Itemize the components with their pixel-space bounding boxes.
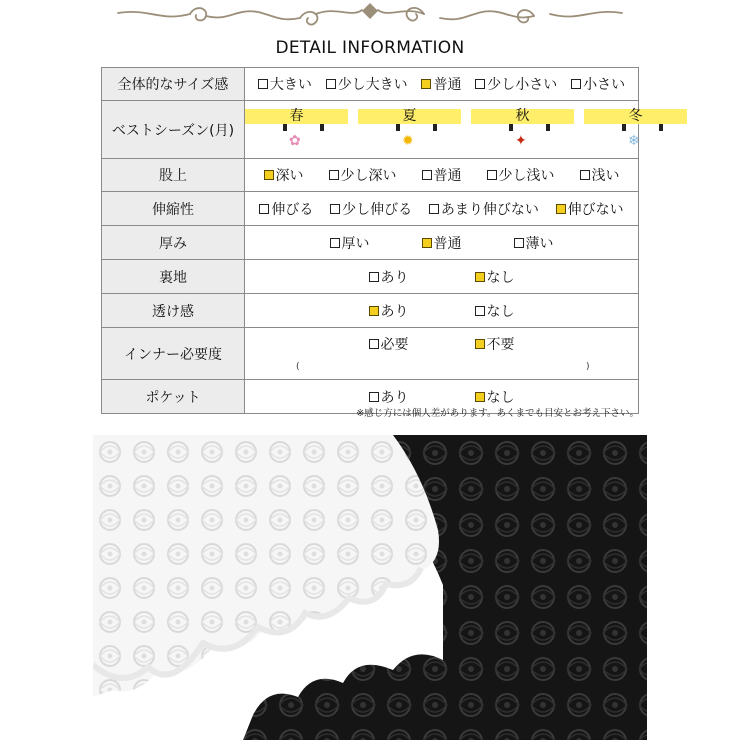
- thickness-option: [422, 233, 462, 253]
- option-label: あまり伸びない: [440, 201, 539, 218]
- checkbox-icon: [329, 170, 339, 180]
- checked-box-icon: [422, 238, 432, 248]
- row-inner: [102, 328, 639, 380]
- season-tick: [509, 124, 513, 131]
- option-label: 少し浅い: [498, 168, 555, 184]
- option-label: 普通: [433, 235, 462, 252]
- row-season: [102, 101, 639, 159]
- option-label: なし: [486, 303, 515, 320]
- checkbox-icon: [369, 339, 379, 349]
- season-scale: [245, 101, 643, 159]
- stretch-option: [259, 199, 313, 219]
- option-label: あり: [380, 269, 409, 286]
- checkbox-icon: [475, 306, 485, 316]
- size-option: [421, 74, 461, 94]
- checked-box-icon: [556, 204, 566, 214]
- season-tick: [622, 124, 626, 131]
- thickness-options: [245, 226, 639, 260]
- stretch-option: [330, 199, 412, 219]
- option-label: あり: [380, 389, 409, 406]
- season-tick: [396, 124, 400, 131]
- season-autumn: 秋: [471, 109, 574, 124]
- row-label: 透け感: [102, 294, 245, 328]
- season-tick: [659, 124, 663, 131]
- option-label: 少し伸びる: [342, 201, 413, 218]
- option-label: あり: [380, 303, 409, 320]
- rise-option: [580, 165, 620, 185]
- cherry-blossom-icon: ✿: [289, 132, 301, 149]
- checkbox-icon: [258, 79, 268, 89]
- checkbox-icon: [369, 392, 379, 402]
- lace-product-photo: [93, 435, 647, 740]
- checkbox-icon: [259, 204, 269, 214]
- row-rise: [102, 159, 639, 192]
- checkbox-icon: [475, 79, 485, 89]
- checkbox-icon: [429, 204, 439, 214]
- bracket-open: (: [296, 361, 300, 372]
- snowflake-icon: ❄: [628, 132, 640, 149]
- season-tick: [320, 124, 324, 131]
- lining-option: [369, 267, 409, 287]
- checkbox-icon: [422, 170, 432, 180]
- option-label: 普通: [433, 168, 462, 184]
- stretch-options: [245, 192, 639, 226]
- size-options: [245, 68, 639, 101]
- row-stretch: [102, 192, 639, 226]
- disclaimer-note: ※感じ方には個人差があります。あくまでも目安とお考え下さい。: [356, 408, 639, 419]
- row-label: 股上: [102, 159, 245, 192]
- option-label: 少し深い: [340, 168, 397, 184]
- season-tick: [433, 124, 437, 131]
- lining-option: [475, 267, 515, 287]
- page-title: DETAIL INFORMATION: [275, 38, 465, 58]
- checkbox-icon: [330, 204, 340, 214]
- checkbox-icon: [326, 79, 336, 89]
- option-label: なし: [486, 269, 515, 286]
- inner-option: [369, 334, 409, 354]
- row-lining: [102, 260, 639, 294]
- checkbox-icon: [487, 170, 497, 180]
- checkbox-icon: [580, 170, 590, 180]
- row-sheer: [102, 294, 639, 328]
- checked-box-icon: [369, 306, 379, 316]
- row-thickness: [102, 226, 639, 260]
- option-label: 必要: [380, 336, 409, 353]
- size-option: [258, 74, 312, 94]
- thickness-option: [330, 233, 370, 253]
- ornament-divider: [0, 0, 740, 36]
- pocket-option: [475, 387, 515, 407]
- option-label: 厚い: [341, 235, 370, 252]
- option-label: なし: [486, 389, 515, 406]
- size-option: [326, 74, 408, 94]
- sunflower-icon: ✹: [402, 132, 414, 149]
- size-option: [475, 74, 557, 94]
- option-label: 普通: [433, 77, 462, 93]
- sheer-option: [475, 301, 515, 321]
- option-label: 少し小さい: [487, 77, 558, 93]
- lining-options: [245, 260, 639, 294]
- checked-box-icon: [475, 272, 485, 282]
- season-summer: 夏: [358, 109, 461, 124]
- checked-box-icon: [421, 79, 431, 89]
- checked-box-icon: [264, 170, 274, 180]
- thickness-option: [514, 233, 554, 253]
- option-label: 小さい: [583, 77, 626, 93]
- row-label: 厚み: [102, 226, 245, 260]
- checked-box-icon: [475, 339, 485, 349]
- option-label: 深い: [275, 168, 304, 184]
- option-label: 薄い: [525, 235, 554, 252]
- row-size: [102, 68, 639, 101]
- season-spring: 春: [245, 109, 348, 124]
- checkbox-icon: [369, 272, 379, 282]
- row-label: ベストシーズン(月): [102, 101, 245, 159]
- checkbox-icon: [514, 238, 524, 248]
- row-label: ポケット: [102, 380, 245, 414]
- size-option: [571, 74, 625, 94]
- rise-option: [329, 165, 397, 185]
- rise-option: [264, 165, 304, 185]
- rise-options: [245, 159, 639, 192]
- option-label: 伸びる: [271, 201, 314, 218]
- season-winter: 冬: [584, 109, 687, 124]
- rise-option: [422, 165, 462, 185]
- sheer-option: [369, 301, 409, 321]
- season-tick: [283, 124, 287, 131]
- rise-option: [487, 165, 555, 185]
- checkbox-icon: [330, 238, 340, 248]
- detail-table: [101, 67, 643, 414]
- bracket-close: ): [586, 361, 590, 372]
- season-tick: [546, 124, 550, 131]
- maple-leaf-icon: ✦: [515, 132, 527, 149]
- stretch-option: [429, 199, 539, 219]
- row-label: 伸縮性: [102, 192, 245, 226]
- option-label: 大きい: [269, 77, 312, 93]
- pocket-option: [369, 387, 409, 407]
- option-label: 浅い: [591, 168, 620, 184]
- stretch-option: [556, 199, 624, 219]
- inner-options: [245, 328, 639, 380]
- row-label: 裏地: [102, 260, 245, 294]
- option-label: 伸びない: [567, 201, 624, 218]
- checkbox-icon: [571, 79, 581, 89]
- option-label: 少し大きい: [337, 77, 408, 93]
- row-label: 全体的なサイズ感: [102, 68, 245, 101]
- checked-box-icon: [475, 392, 485, 402]
- inner-option: [475, 334, 515, 354]
- sheer-options: [245, 294, 639, 328]
- option-label: 不要: [486, 336, 515, 353]
- row-label: インナー必要度: [102, 328, 245, 380]
